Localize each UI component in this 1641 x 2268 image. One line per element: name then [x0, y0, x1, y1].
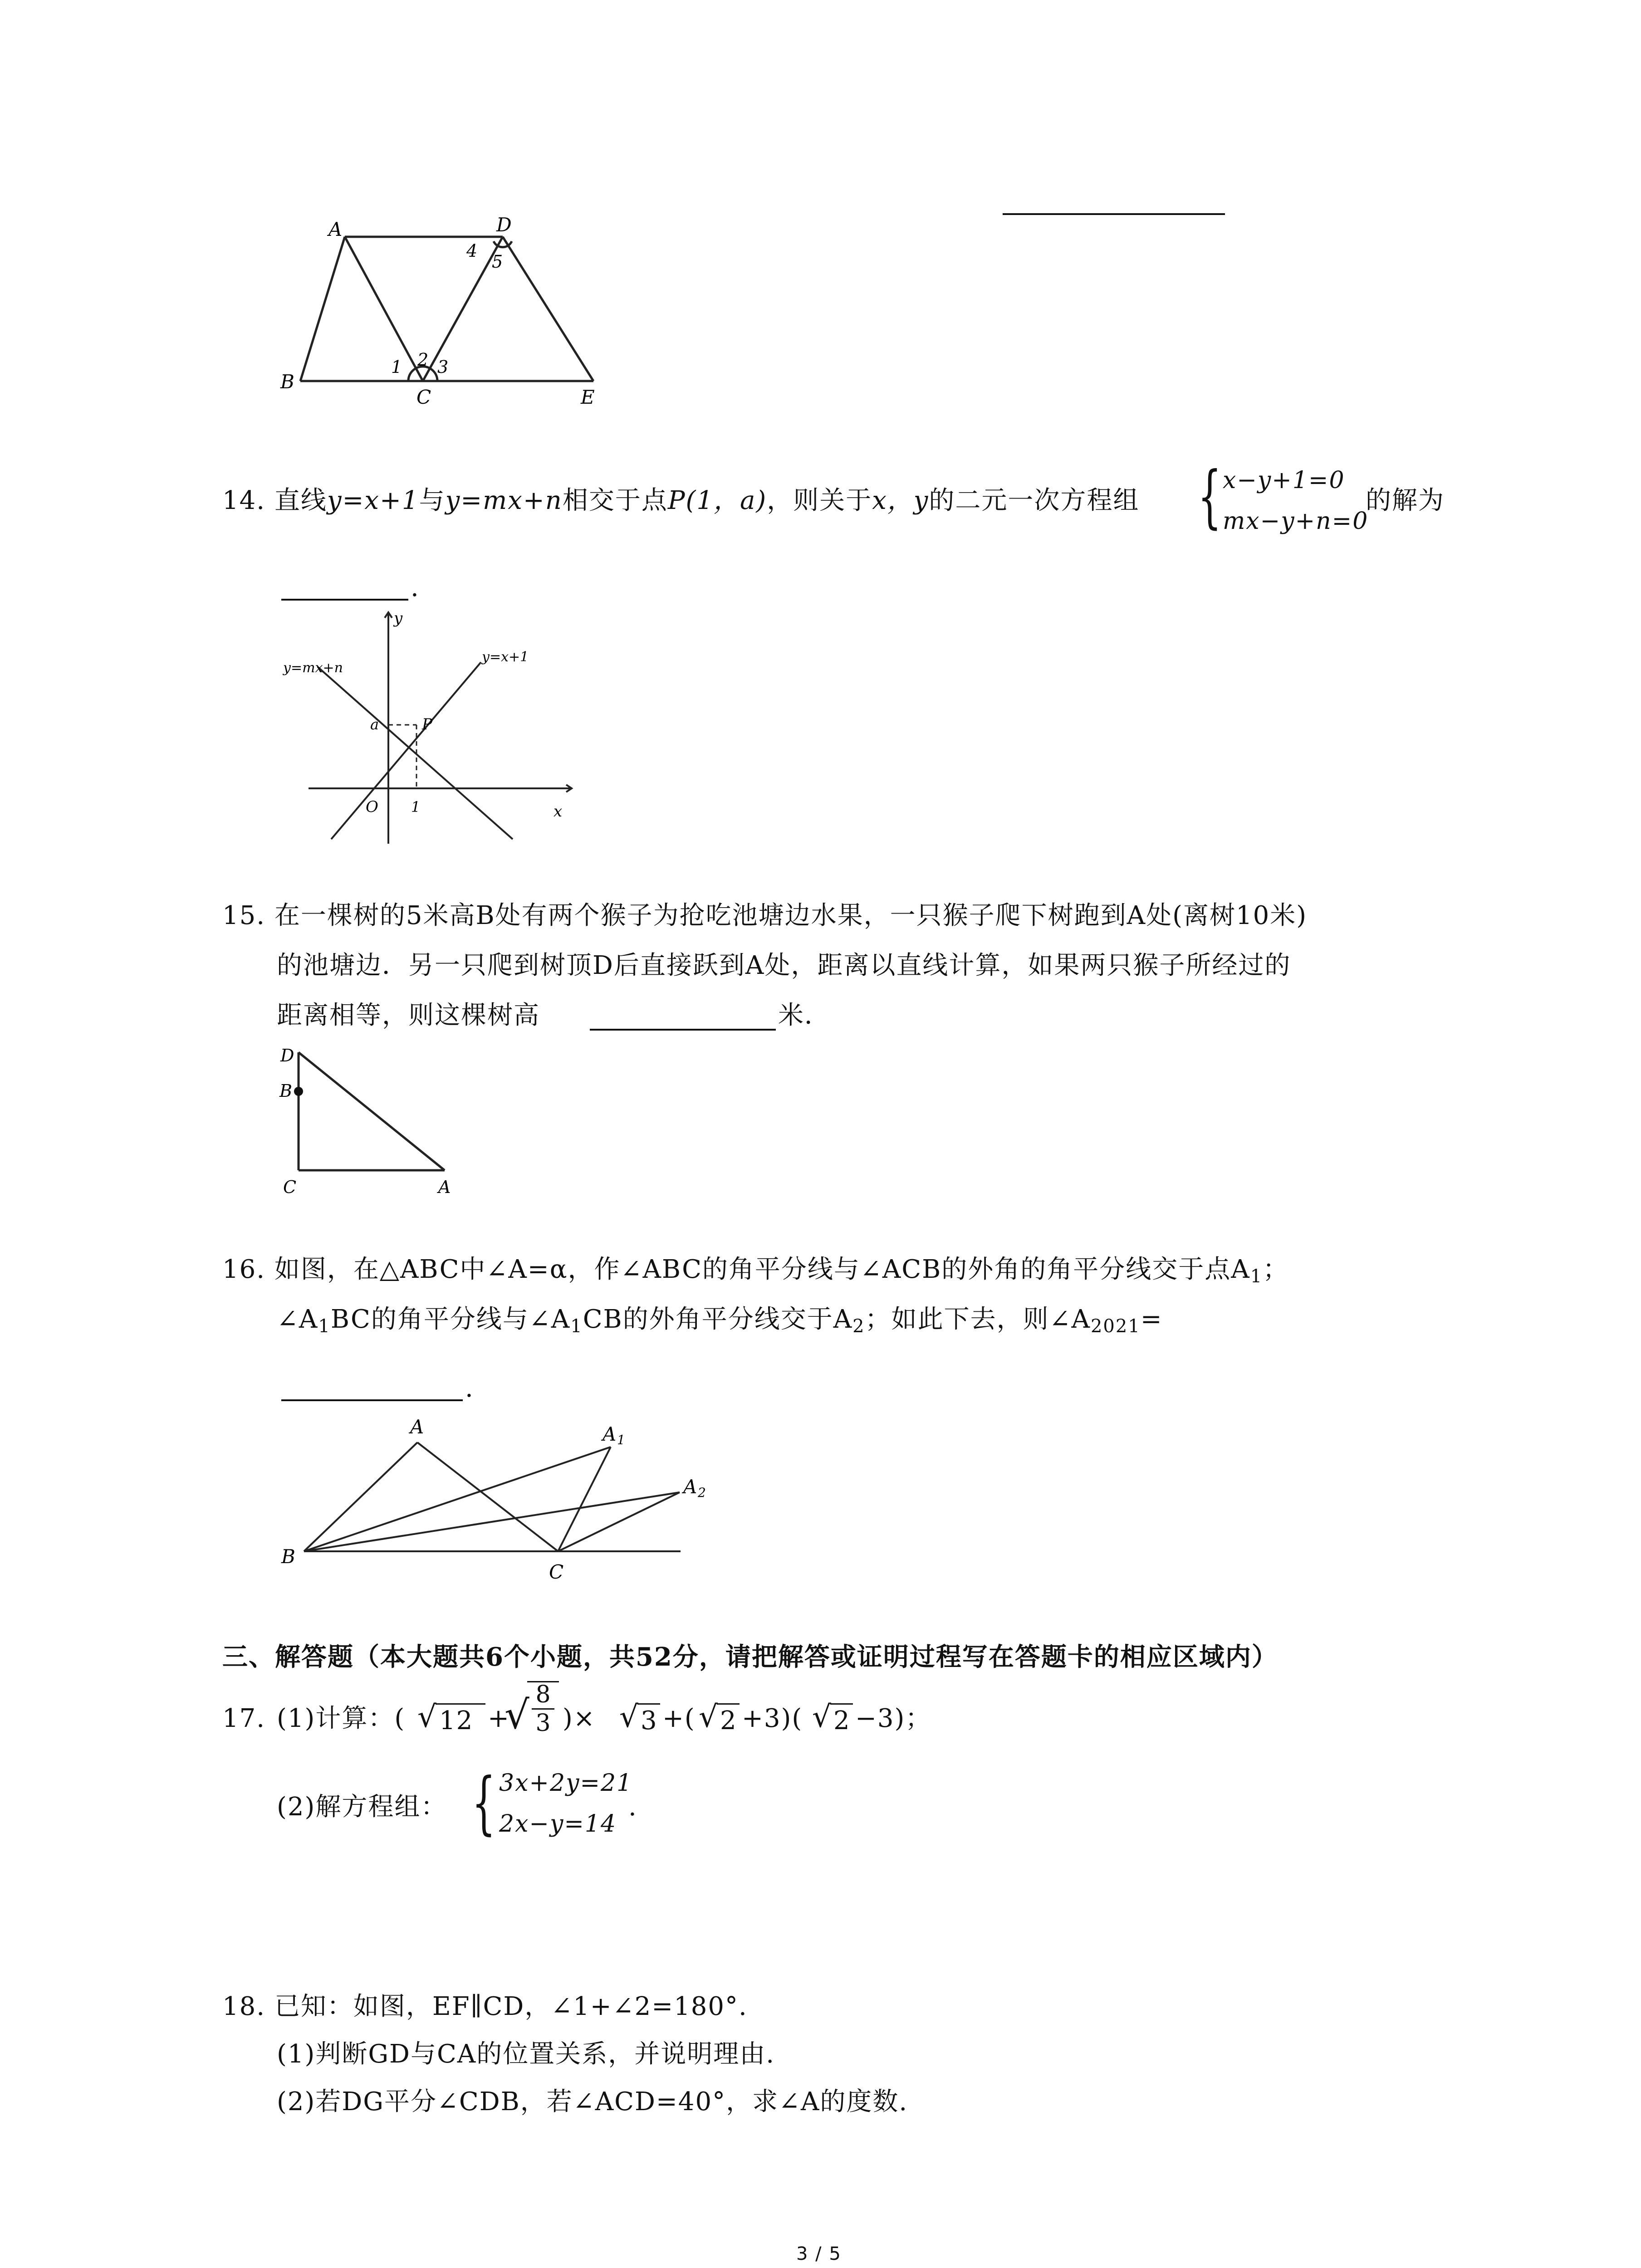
q15-answer-blank: [590, 1029, 776, 1031]
line-x1-label: y=x+1: [482, 649, 529, 665]
q17-sqrt12-bar: [436, 1703, 485, 1705]
label-A2: A: [683, 1476, 697, 1498]
q15-line3: 距离相等，则这棵树高: [277, 1001, 540, 1030]
label-B: B: [279, 1081, 292, 1101]
q17-system-eq1: 3x+2y=21: [499, 1769, 633, 1797]
angle-5: 5: [492, 252, 503, 272]
angle-3: 3: [437, 357, 449, 377]
q16-triangle-diagram: [272, 1397, 744, 1588]
x-tick-1: 1: [411, 798, 421, 816]
line-mxn-label: y=mx+n: [283, 660, 343, 676]
q15-line2: 的池塘边．另一只爬到树顶D后直接跃到A处，距离以直线计算，如果两只猴子所经过的: [277, 951, 1291, 980]
label-C: C: [549, 1561, 564, 1583]
origin-label: O: [366, 798, 378, 816]
label-B: B: [281, 1545, 295, 1568]
q14-system-eq1: x−y+1=0: [1223, 467, 1345, 494]
y-axis-label: y: [394, 609, 403, 627]
q17-sqrt3-value: 3: [641, 1706, 658, 1735]
q17-system-brace: {: [472, 1764, 496, 1843]
q16-line1: 16. 如图，在△ABC中∠A=α，作∠ABC的角平分线与∠ACB的外角的角平分线交于点$A_1$；: [222, 1255, 1289, 1287]
q17-system-eq2: 2x−y=14: [499, 1810, 617, 1838]
label-D: D: [496, 214, 512, 236]
q17-sqrt-frac-sign: √: [505, 1692, 530, 1738]
q14-answer-blank: [281, 599, 408, 601]
q16-line2: $\angle A_1BC$的角平分线与$\angle A_1CB$的外角平分线交于$A_2$；如此下去，则$\angle A_{2021}=$: [277, 1305, 1163, 1337]
q18-line1: 18. 已知：如图，EF∥CD，∠1+∠2=180°.: [222, 1992, 748, 2021]
q18-line2: (1)判断GD与CA的位置关系，并说明理由.: [277, 2039, 775, 2069]
q14-graph: [272, 603, 590, 848]
angle-1: 1: [391, 357, 402, 377]
label-D: D: [280, 1046, 294, 1066]
label-A1-sub: 1: [617, 1432, 625, 1447]
q15-unit: 米．: [778, 1001, 831, 1030]
q17-sqrt2a-sign: √: [699, 1699, 719, 1734]
q17-sqrt2b-sign: √: [812, 1699, 833, 1734]
q17-fraction-denominator: 3: [535, 1710, 551, 1737]
q13-trapezoid-diagram: [272, 213, 617, 413]
q14-line1: 14. 直线y=x+1与y=mx+n相交于点P(1，a)，则关于x，y的二元一次方程组: [222, 486, 1140, 515]
q17-number: 17.: [222, 1704, 266, 1733]
q15-tree-diagram: [277, 1039, 467, 1202]
label-A: A: [438, 1177, 451, 1197]
label-A: A: [410, 1416, 424, 1438]
q17-fraction-numerator: 8: [532, 1681, 554, 1710]
q18-line3: (2)若DG平分∠CDB，若∠ACD=40°，求∠A的度数.: [277, 2087, 908, 2116]
label-A1: A: [603, 1423, 617, 1445]
q14-system-eq2: mx−y+n=0: [1223, 508, 1369, 535]
page-number: 3 / 5: [796, 2244, 842, 2264]
angle-2: 2: [417, 350, 429, 370]
section3-title: 三、解答题（本大题共6个小题，共52分，请把解答或证明过程写在答题卡的相应区域内）: [222, 1642, 1278, 1672]
q17-sqrt3-sign: √: [619, 1699, 640, 1734]
q17-d: −3)；: [855, 1704, 932, 1733]
q17-part2-end: .: [628, 1792, 637, 1822]
q17-sqrt2b-value: 2: [833, 1706, 851, 1735]
point-P: P: [422, 715, 432, 733]
q17-sqrt3-bar: [637, 1703, 660, 1705]
label-A: A: [328, 218, 343, 240]
label-A2-sub: 2: [698, 1485, 706, 1500]
label-C: C: [283, 1177, 297, 1197]
q17-part2-label: (2)解方程组：: [277, 1792, 447, 1822]
label-E: E: [581, 386, 595, 408]
q17-sqrt12-sign: √: [417, 1699, 438, 1734]
q14-end-period: .: [411, 573, 420, 602]
q17-mid: )×: [563, 1704, 596, 1733]
label-C: C: [416, 386, 431, 408]
q15-line1: 15. 在一棵树的5米高B处有两个猴子为抢吃池塘边水果，一只猴子爬下树跑到A处(离树10米): [222, 901, 1308, 930]
y-tick-a: a: [370, 716, 379, 733]
q17-sqrt12-value: 12: [439, 1706, 474, 1735]
q13-answer-blank: [1003, 213, 1225, 215]
q17-sqrt2b-bar: [830, 1703, 853, 1705]
q17-fraction: [532, 1681, 554, 1737]
q17-part1-label: (1)计算：(: [277, 1704, 406, 1733]
label-B: B: [280, 371, 294, 393]
angle-4: 4: [466, 241, 478, 261]
q17-b: +(: [662, 1704, 696, 1733]
x-axis-label: x: [554, 802, 563, 821]
q17-sqrt2a-bar: [717, 1703, 740, 1705]
q17-sqrt2a-value: 2: [720, 1706, 737, 1735]
q17-plus: +: [488, 1704, 510, 1733]
q16-end-period: .: [465, 1374, 474, 1403]
q14-system-brace: {: [1198, 457, 1222, 536]
q14-line1-end: 的解为: [1366, 486, 1445, 515]
q17-c: +3)(: [742, 1704, 803, 1733]
